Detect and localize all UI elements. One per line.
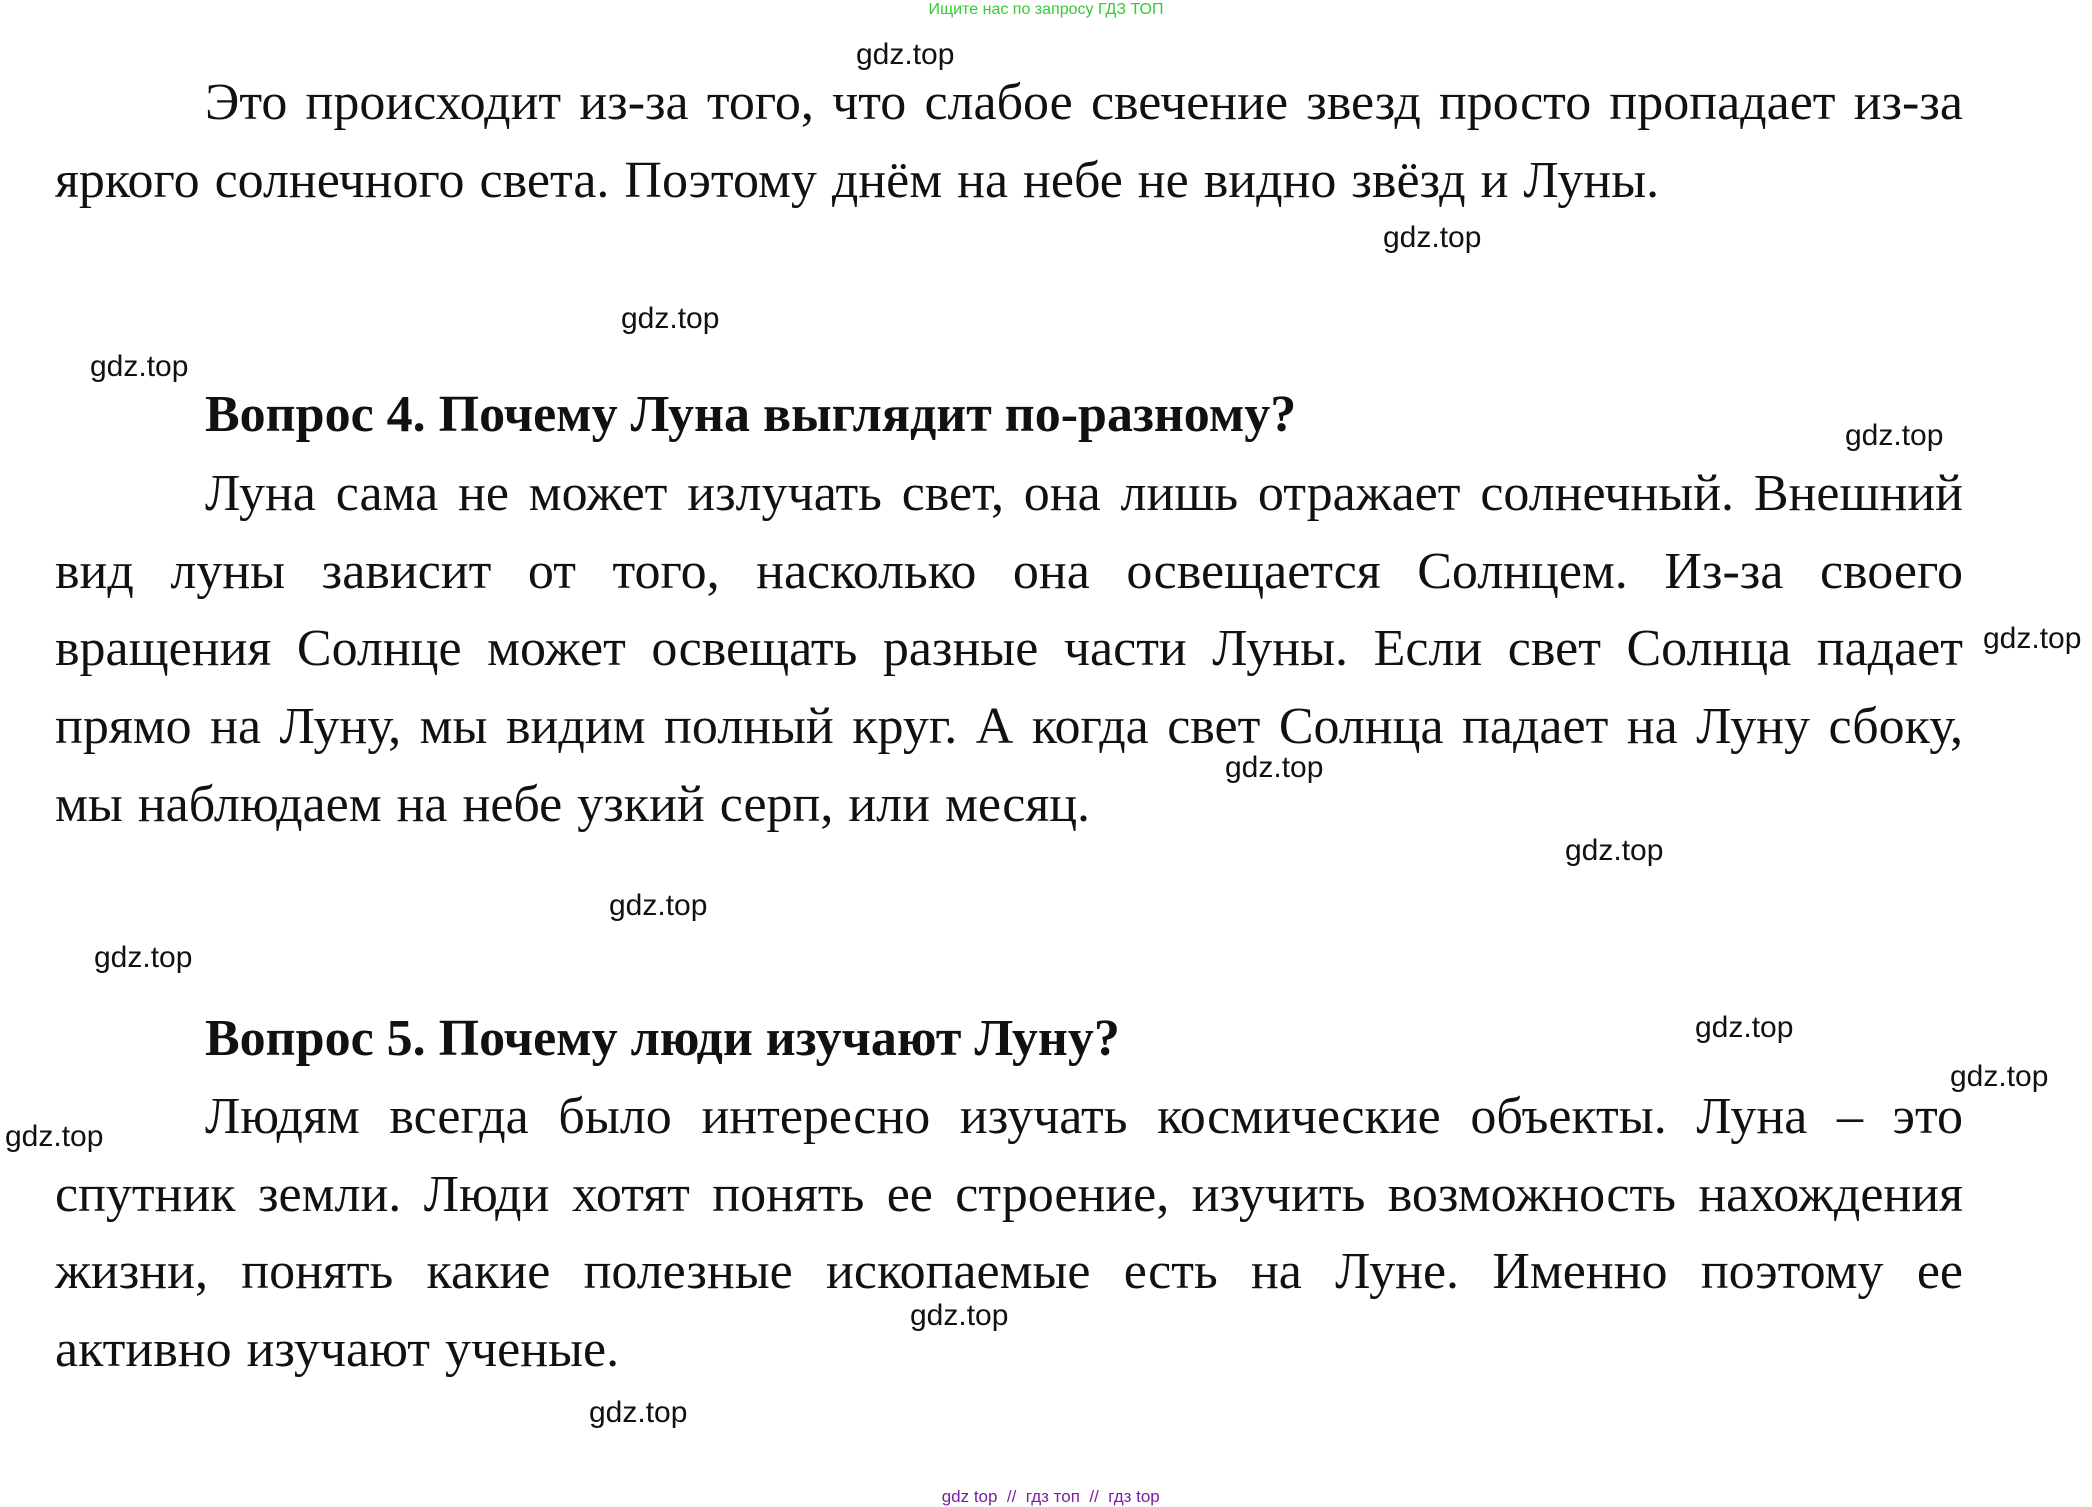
watermark: gdz.top: [856, 38, 955, 71]
watermark: gdz.top: [910, 1299, 1009, 1332]
question-4-header: [55, 376, 1963, 454]
watermark: gdz.top: [589, 1396, 688, 1429]
question-5-title: Вопрос 5. Почему люди изучают Луну?: [205, 1010, 1120, 1067]
watermark: gdz.top: [1565, 834, 1664, 867]
question-5-header: [55, 1000, 1963, 1078]
question-5-answer-block: [55, 1078, 1963, 1389]
watermark: gdz.top: [90, 350, 189, 383]
watermark: gdz.top: [1383, 221, 1482, 254]
watermark: gdz.top: [1695, 1011, 1794, 1044]
question-4-title: Вопрос 4. Почему Луна выглядит по-разному?: [205, 386, 1297, 443]
watermark: gdz.top: [1983, 622, 2082, 655]
watermark: gdz.top: [1225, 751, 1324, 784]
intro-block: [55, 64, 1963, 219]
question-5-answer: Людям всегда было интересно изучать космические объекты. Луна – это спутник земли. Люди хотят понять ее строение, изучить возможность нахождения жизни, понять какие полезные ископаемые есть на Луне. Именно поэтому ее активно изучают ученые.: [55, 1088, 1963, 1379]
watermark: gdz.top: [609, 889, 708, 922]
watermark: gdz.top: [5, 1120, 104, 1153]
watermark: gdz.top: [94, 941, 193, 974]
watermark: gdz.top: [1845, 419, 1944, 452]
bottom-banner: [0, 1467, 2092, 1507]
top-banner-text: Ищите нас по запросу ГДЗ ТОП: [928, 1, 1164, 18]
watermark: gdz.top: [621, 302, 720, 335]
bottom-banner-text: gdz top // гдз топ // гдз top: [941, 1487, 1160, 1506]
question-4-answer-block: [55, 455, 1963, 844]
watermark: gdz.top: [1950, 1060, 2049, 1093]
question-4-answer: Луна сама не может излучать свет, она лишь отражает солнечный. Внешний вид луны зависит от того, насколько она освещается Солнцем. Из-за своего вращения Солнце может освещать разные части Луны. Если свет Солнца падает прямо на Луну, мы видим полный круг. А когда свет Солнца падает на Луну сбоку, мы наблюдаем на небе узкий серп, или месяц.: [55, 465, 1963, 833]
top-banner: [0, 1, 2092, 19]
intro-paragraph: Это происходит из-за того, что слабое свечение звезд просто пропадает из-за яркого солнечного света. Поэтому днём на небе не видно звёзд и Луны.: [55, 74, 1963, 209]
